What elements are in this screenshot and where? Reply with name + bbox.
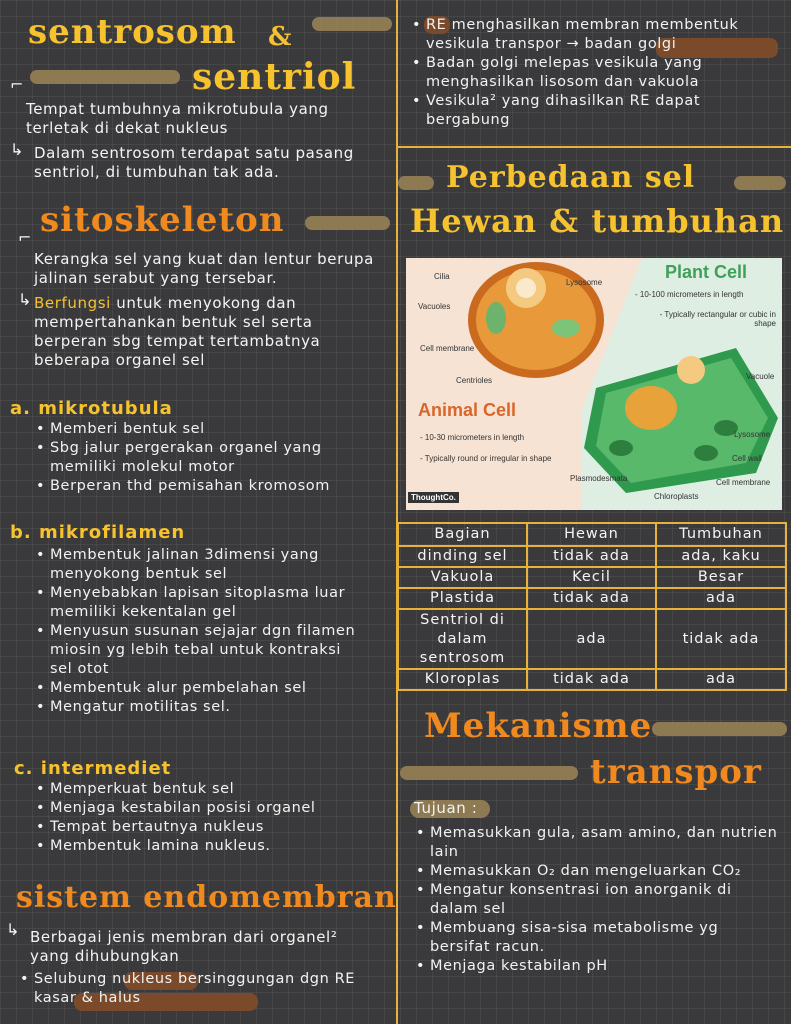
table-cell: Plastida	[398, 588, 527, 609]
list-item: • Membuang sisa-sisa metabolisme yg bersifat racun.	[414, 919, 782, 957]
ampersand: &	[268, 22, 293, 52]
perbedaan-title: Perbedaan sel	[446, 160, 696, 195]
tujuan-label: Tujuan :	[414, 799, 478, 817]
chloroplast	[694, 445, 718, 461]
sentrosom-p2: Dalam sentrosom terdapat satu pasang sentriol, di tumbuhan tak ada.	[34, 144, 354, 181]
list-item: • Menjaga kestabilan posisi organel	[34, 799, 379, 818]
label-plasmodesmata: Plasmodesmata	[570, 474, 628, 483]
plant-cell-title: Plant Cell	[665, 262, 748, 282]
table-cell: Sentriol di dalam sentrosom	[398, 609, 527, 669]
list-item: • Mengatur motilitas sel.	[34, 698, 364, 717]
sentrosom-p1: Tempat tumbuhnya mikrotubula yang terletak di dekat nukleus	[26, 100, 329, 137]
list-item: • Membentuk lamina nukleus.	[34, 837, 379, 856]
label-cell-membrane: Cell membrane	[420, 344, 475, 353]
title-highlight	[312, 17, 392, 31]
hewan-tumbuhan-title: Hewan & tumbuhan	[410, 202, 785, 240]
table-row	[398, 669, 786, 690]
label-lysosome-plant: Lysosome	[734, 430, 771, 439]
title-highlight	[398, 176, 434, 190]
table-cell: ada	[656, 588, 786, 609]
table-cell: Kloroplas	[398, 669, 527, 690]
mekanisme-title: Mekanisme	[424, 706, 653, 746]
table-row	[398, 546, 786, 567]
mikrofilamen-heading: b. mikrofilamen	[10, 522, 186, 543]
plant-nucleus	[677, 356, 705, 384]
list-item: • Mengatur konsentrasi ion anorganik di dalam sel	[414, 881, 782, 919]
list-item: • Tempat bertautnya nukleus	[34, 818, 379, 837]
endomembran-title: sistem endomembran	[16, 880, 397, 915]
list-item: • Memasukkan gula, asam amino, dan nutrien lain	[414, 824, 782, 862]
label-vacuole: Vacuole	[746, 372, 775, 381]
animal-organelle	[486, 302, 506, 334]
title-highlight	[652, 722, 787, 736]
list-item: • Memberi bentuk sel	[34, 420, 379, 439]
comparison-table	[397, 522, 787, 691]
table-cell: tidak ada	[656, 609, 786, 669]
table-header: Bagian	[398, 523, 527, 546]
table-cell: ada	[656, 669, 786, 690]
title-highlight	[734, 176, 786, 190]
intermediet-heading: c. intermediet	[14, 758, 172, 779]
table-row	[398, 567, 786, 588]
table-row	[398, 609, 786, 669]
label-vacuoles: Vacuoles	[418, 302, 451, 311]
animal-shape: - Typically round or irregular in shape	[420, 454, 552, 463]
list-item: • Memperkuat bentuk sel	[34, 780, 379, 799]
list-item: • Menjaga kestabilan pH	[414, 957, 782, 976]
table-cell: ada, kaku	[656, 546, 786, 567]
label-cell-membrane-plant: Cell membrane	[716, 478, 771, 487]
plant-size: - 10-100 micrometers in length	[635, 290, 744, 299]
list-item: • Menyusun susunan sejajar dgn filamen miosin yg lebih tebal untuk kontraksi sel otot	[34, 622, 364, 679]
table-row	[398, 588, 786, 609]
label-centrioles: Centrioles	[456, 376, 493, 385]
animal-cell-title: Animal Cell	[418, 400, 517, 420]
list-item: • Membentuk jalinan 3dimensi yang menyokong bentuk sel	[34, 546, 364, 584]
label-chloroplasts: Chloroplasts	[654, 492, 699, 501]
endomembran-list	[18, 970, 383, 1008]
curve-arrow-icon: ⌐	[18, 228, 32, 247]
endomembran-p1: Berbagai jenis membran dari organel² yang dihubungkan	[30, 928, 338, 965]
list-item: • Berperan thd pemisahan kromosom	[34, 477, 379, 496]
list-item: • RE menghasilkan membran membentuk vesikula transpor → badan golgi	[410, 16, 782, 54]
table-cell: Vakuola	[398, 567, 527, 588]
arrow-icon: ↳	[10, 140, 24, 159]
column-divider	[396, 0, 398, 1024]
arrow-icon: ↳	[18, 290, 32, 309]
chloroplast	[609, 440, 633, 456]
sentriol-title: sentriol	[192, 56, 357, 98]
table-cell: tidak ada	[527, 588, 656, 609]
list-item: • Vesikula² yang dihasilkan RE dapat bergabung	[410, 92, 782, 130]
sitoskeleton-p2: Berfungsi untuk menyokong dan mempertahankan bentuk sel serta berperan sbg tempat tertambatnya beberapa organel sel	[34, 294, 321, 369]
label-cell-wall: Cell wall	[732, 454, 762, 463]
label-cilia: Cilia	[434, 272, 450, 281]
table-cell: tidak ada	[527, 669, 656, 690]
title-highlight	[305, 216, 390, 230]
list-item: • Badan golgi melepas vesikula yang menghasilkan lisosom dan vakuola	[410, 54, 782, 92]
endomembran-cont-list	[410, 16, 782, 130]
animal-organelle	[552, 319, 580, 337]
table-header-row	[398, 523, 786, 546]
mikrofilamen-list	[34, 546, 364, 717]
berfungsi-label: Berfungsi	[34, 294, 111, 312]
list-item: • Sbg jalur pergerakan organel yang memiliki molekul motor	[34, 439, 379, 477]
sitoskeleton-title: sitoskeleton	[40, 200, 285, 240]
table-header: Tumbuhan	[656, 523, 786, 546]
table-cell: ada	[527, 609, 656, 669]
sitoskeleton-p1: Kerangka sel yang kuat dan lentur berupa jalinan serabut yang tersebar.	[34, 250, 374, 287]
mikrotubula-list	[34, 420, 379, 496]
list-item: • Membentuk alur pembelahan sel	[34, 679, 364, 698]
label-lysosome: Lysosome	[566, 278, 603, 287]
section-divider	[398, 146, 791, 148]
tujuan-list	[414, 824, 782, 976]
table-header: Hewan	[527, 523, 656, 546]
curve-arrow-icon: ⌐	[10, 75, 24, 94]
table-cell: Kecil	[527, 567, 656, 588]
animal-nucleolus	[516, 278, 536, 298]
title-highlight	[30, 70, 180, 84]
sentrosom-title: sentrosom	[28, 12, 237, 52]
cell-diagram	[406, 258, 782, 510]
list-item: • Menyebabkan lapisan sitoplasma luar memiliki kekentalan gel	[34, 584, 364, 622]
mikrotubula-heading: a. mikrotubula	[10, 398, 173, 419]
arrow-icon: ↳	[6, 920, 20, 939]
credit-logo: ThoughtCo.	[408, 492, 459, 503]
title-highlight	[400, 766, 578, 780]
transpor-title: transpor	[590, 752, 762, 792]
plant-shape: - Typically rectangular or cubic in shape	[659, 310, 776, 328]
list-item: • Memasukkan O₂ dan mengeluarkan CO₂	[414, 862, 782, 881]
table-cell: Besar	[656, 567, 786, 588]
plant-vacuole	[625, 386, 677, 430]
table-cell: dinding sel	[398, 546, 527, 567]
intermediet-list	[34, 780, 379, 856]
table-cell: tidak ada	[527, 546, 656, 567]
animal-size: - 10-30 micrometers in length	[420, 433, 525, 442]
list-item: • Selubung nukleus bersinggungan dgn RE kasar & halus	[18, 970, 383, 1008]
